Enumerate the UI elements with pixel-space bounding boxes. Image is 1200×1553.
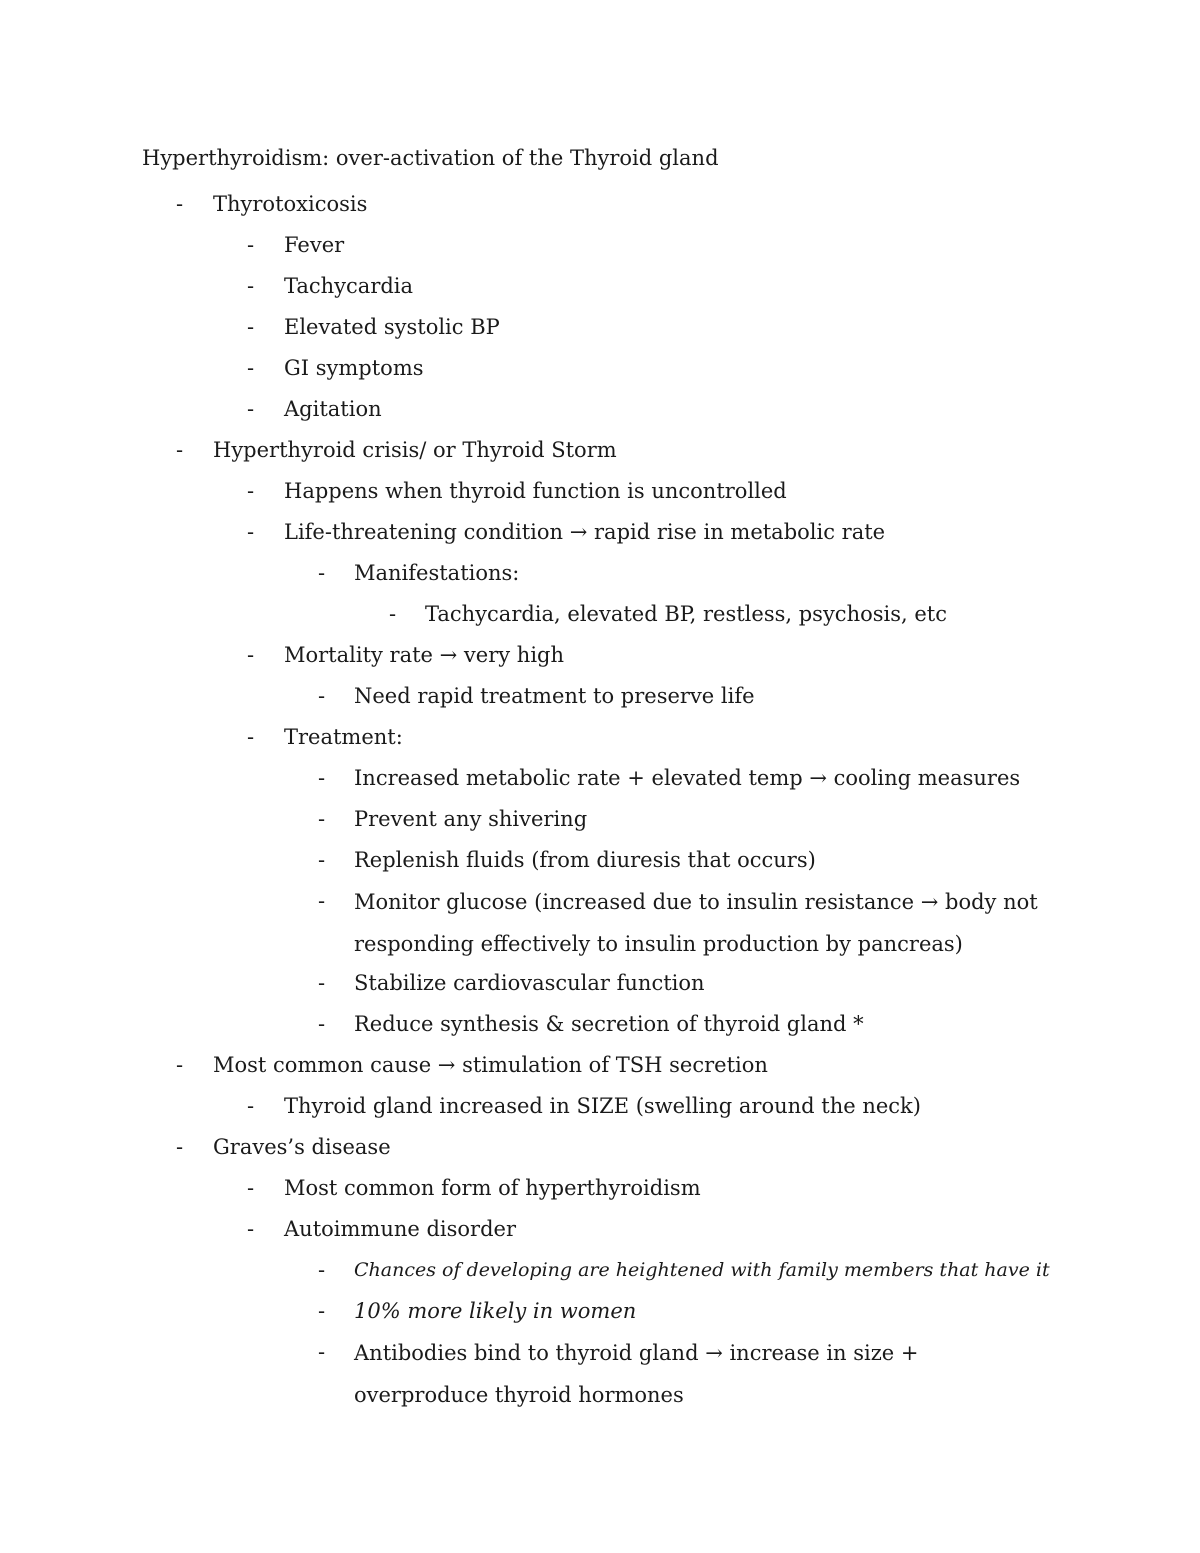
list-item (0, 799, 1200, 840)
list-item-text: Need rapid treatment to preserve life (354, 684, 755, 708)
bullet-dash: - (247, 233, 255, 257)
list-item (0, 635, 1200, 676)
list-item (0, 840, 1200, 881)
bullet-dash: - (247, 1094, 255, 1118)
bullet-dash: - (389, 602, 397, 626)
list-item (0, 348, 1200, 389)
document-title: Hyperthyroidism: over-activation of the Thyroid gland (142, 146, 719, 170)
list-item-text: Happens when thyroid function is uncontrolled (284, 479, 787, 503)
list-item-text: Most common cause → stimulation of TSH secretion (213, 1053, 768, 1077)
list-item-text: Reduce synthesis & secretion of thyroid gland * (354, 1012, 864, 1036)
bullet-dash: - (318, 1299, 326, 1323)
list-item-text: Life-threatening condition → rapid rise in metabolic rate (284, 520, 886, 544)
list-item (0, 1127, 1200, 1168)
list-item-text: Prevent any shivering (354, 807, 588, 831)
bullet-dash: - (176, 192, 184, 216)
list-item (0, 963, 1200, 1004)
list-item-text: Tachycardia (284, 274, 414, 298)
list-item-text: Thyroid gland increased in SIZE (swelling around the neck) (284, 1094, 921, 1118)
list-item-text: Increased metabolic rate + elevated temp → cooling measures (354, 766, 1021, 790)
bullet-dash: - (247, 643, 255, 667)
bullet-dash: - (318, 1258, 326, 1282)
bullet-dash: - (247, 1217, 255, 1241)
bullet-dash: - (176, 1053, 184, 1077)
bullet-dash: - (247, 315, 255, 339)
list-item (0, 1332, 1200, 1414)
list-item-text: Mortality rate → very high (284, 643, 565, 667)
bullet-dash: - (247, 520, 255, 544)
list-item-text: Autoimmune disorder (284, 1217, 516, 1241)
bullet-dash: - (176, 1135, 184, 1159)
list-item (0, 266, 1200, 307)
bullet-dash: - (318, 1340, 326, 1364)
bullet-dash: - (318, 807, 326, 831)
list-item (0, 1168, 1200, 1209)
bullet-dash: - (318, 1012, 326, 1036)
bullet-dash: - (318, 971, 326, 995)
list-item-text: Treatment: (284, 725, 403, 749)
list-item (0, 184, 1200, 225)
list-item (0, 1004, 1200, 1045)
list-item-text: GI symptoms (284, 356, 424, 380)
bullet-dash: - (318, 684, 326, 708)
bullet-outline (0, 184, 1200, 1414)
list-item-text: 10% more likely in women (354, 1299, 637, 1323)
list-item-text: Agitation (284, 397, 382, 421)
list-item (0, 676, 1200, 717)
bullet-dash: - (318, 848, 326, 872)
list-item-text: Replenish fluids (from diuresis that occurs) (354, 848, 816, 872)
list-item-text: Stabilize cardiovascular function (354, 971, 705, 995)
bullet-dash: - (247, 1176, 255, 1200)
list-item-text: Graves’s disease (213, 1135, 391, 1159)
list-item (0, 881, 1200, 963)
list-item-text: Chances of developing are heightened with family members that have it (354, 1259, 1050, 1281)
list-item (0, 307, 1200, 348)
list-item (0, 389, 1200, 430)
bullet-dash: - (247, 479, 255, 503)
list-item (0, 1045, 1200, 1086)
list-item (0, 225, 1200, 266)
list-item-text: Monitor glucose (increased due to insulin resistance → body not responding effectively to insulin production by pancreas) (354, 890, 1038, 956)
list-item (0, 512, 1200, 553)
list-item-text: Most common form of hyperthyroidism (284, 1176, 701, 1200)
list-item (0, 1250, 1200, 1291)
list-item-text: Antibodies bind to thyroid gland → increase in size + overproduce thyroid hormones (354, 1341, 919, 1407)
list-item-text: Thyrotoxicosis (213, 192, 368, 216)
list-item (0, 1209, 1200, 1250)
list-item (0, 430, 1200, 471)
list-item-text: Elevated systolic BP (284, 315, 500, 339)
list-item (0, 717, 1200, 758)
list-item (0, 1291, 1200, 1332)
list-item-text: Fever (284, 233, 345, 257)
list-item (0, 758, 1200, 799)
bullet-dash: - (318, 561, 326, 585)
bullet-dash: - (247, 356, 255, 380)
bullet-dash: - (176, 438, 184, 462)
bullet-dash: - (247, 725, 255, 749)
list-item-text: Tachycardia, elevated BP, restless, psychosis, etc (425, 602, 947, 626)
list-item-text: Manifestations: (354, 561, 520, 585)
list-item (0, 471, 1200, 512)
list-item (0, 553, 1200, 594)
bullet-dash: - (318, 766, 326, 790)
list-item (0, 594, 1200, 635)
bullet-dash: - (247, 274, 255, 298)
bullet-dash: - (318, 889, 326, 913)
bullet-dash: - (247, 397, 255, 421)
list-item (0, 1086, 1200, 1127)
list-item-text: Hyperthyroid crisis/ or Thyroid Storm (213, 438, 617, 462)
